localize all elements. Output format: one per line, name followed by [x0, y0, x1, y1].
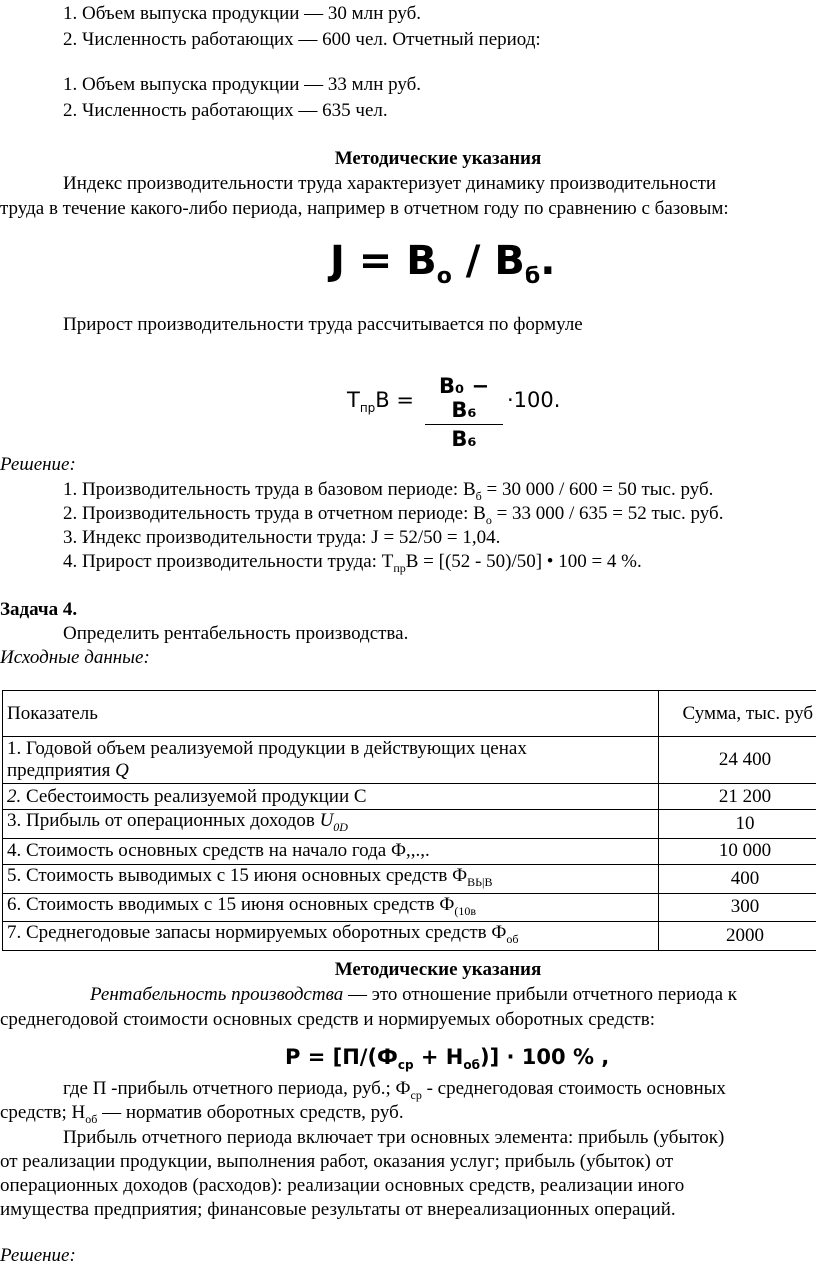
solution-label: Решение:	[0, 1245, 76, 1266]
table-cell: 2000	[659, 922, 816, 951]
table-row	[3, 893, 816, 922]
paragraph-line: Прирост производительности труда рассчитывается по формуле	[63, 314, 583, 335]
table-cell: 300	[659, 893, 816, 922]
table-cell: 21 200	[659, 784, 816, 810]
paragraph-line: труда в течение какого-либо периода, например в отчетном году по сравнению с базовым:	[0, 198, 729, 219]
table-cell: 3. Прибыль от операционных доходов $U_{0D}$	[3, 810, 659, 839]
formula-index: $J = B_о / B_б$.	[330, 238, 556, 289]
table-cell: 4. Стоимость основных средств на начало года Ф,,.,.	[3, 838, 659, 864]
solution-label: Решение:	[0, 454, 76, 475]
table-cell: 7. Среднегодовые запасы нормируемых оборотных средств $Ф_{об}$	[3, 922, 659, 951]
data-table	[2, 690, 816, 951]
table-row	[3, 864, 816, 893]
table-cell: 400	[659, 864, 816, 893]
table-header-row	[3, 691, 816, 737]
table-cell: 1. Годовой объем реализуемой продукции в действующих ценах предприятия Q	[3, 737, 659, 784]
text-line: 2. Численность работающих — 600 чел. Отчетный период:	[63, 29, 541, 50]
paragraph-line: Прибыль отчетного периода включает три основных элемента: прибыль (убыток)	[63, 1127, 725, 1148]
paragraph-line: операционных доходов (расходов): реализации основных средств, реализации иного	[0, 1175, 685, 1196]
formula-profitability: $Р = [П/(Ф_{ср} + Н_{об})] \cdot 100$ % ,	[285, 1045, 610, 1073]
table-cell: 2. Себестоимость реализуемой продукции С	[3, 784, 659, 810]
table-cell: 6. Стоимость вводимых с 15 июня основных средств $Ф_{(10в}$	[3, 893, 659, 922]
paragraph-line: среднегодовой стоимости основных средств и нормируемых оборотных средств:	[0, 1009, 655, 1030]
task-title: Задача 4.	[0, 599, 78, 620]
paragraph-line: средств; $Н_{об}$ — норматив оборотных средств, руб.	[0, 1102, 404, 1126]
table-row	[3, 784, 816, 810]
paragraph-line: имущества предприятия; финансовые результаты от внереализационных операций.	[0, 1199, 676, 1220]
task-text: Определить рентабельность производства.	[63, 623, 409, 644]
solution-line: 2. Производительность труда в отчетном периоде: $В_о = 33$ 000 / 635 = 52 тыс. руб.	[63, 503, 724, 527]
paragraph-line: где П -прибыль отчетного периода, руб.; $Ф_{ср}$ - среднегодовая стоимость основных	[63, 1078, 726, 1102]
table-cell: 10	[659, 810, 816, 839]
table-cell: 10 000	[659, 838, 816, 864]
solution-line: 3. Индекс производительности труда: J = 52/50 = 1,04.	[63, 527, 501, 548]
solution-line: 4. Прирост производительности труда: $Т_{пр}В = [(52 - 50)/50]$ • 100 = 4 %.	[63, 551, 642, 575]
table-cell: 5. Стоимость выводимых с 15 июня основных средств $Ф_{ВЬ|В}$	[3, 864, 659, 893]
paragraph-line: Индекс производительности труда характеризует динамику производительности	[63, 173, 717, 194]
table-header-cell: Сумма, тыс. руб	[659, 691, 816, 737]
table-row	[3, 838, 816, 864]
solution-line: 1. Производительность труда в базовом периоде: $В_б = 30$ 000 / 600 = 50 тыс. руб.	[63, 479, 714, 503]
paragraph-line: от реализации продукции, выполнения работ, оказания услуг; прибыль (убыток) от	[0, 1151, 674, 1172]
table-cell: 24 400	[659, 737, 816, 784]
text-line: 1. Объем выпуска продукции — 30 млн руб.	[63, 3, 422, 24]
formula-growth: $Т_{пр}В$ = В₀ − В₆ В₆ ·100.	[347, 374, 561, 451]
table-row	[3, 737, 816, 784]
section-heading: Методические указания	[334, 148, 542, 169]
input-data-label: Исходные данные:	[0, 647, 150, 668]
table-row	[3, 810, 816, 839]
text-line: 2. Численность работающих — 635 чел.	[63, 100, 388, 121]
section-heading: Методические указания	[334, 959, 542, 980]
text-line: 1. Объем выпуска продукции — 33 млн руб.	[63, 74, 422, 95]
table-header-cell: Показатель	[3, 691, 659, 737]
table-row	[3, 922, 816, 951]
formula-fraction: В₀ − В₆ В₆	[425, 374, 503, 451]
paragraph-line: Рентабельность производства — это отношение прибыли отчетного периода к	[90, 984, 738, 1005]
